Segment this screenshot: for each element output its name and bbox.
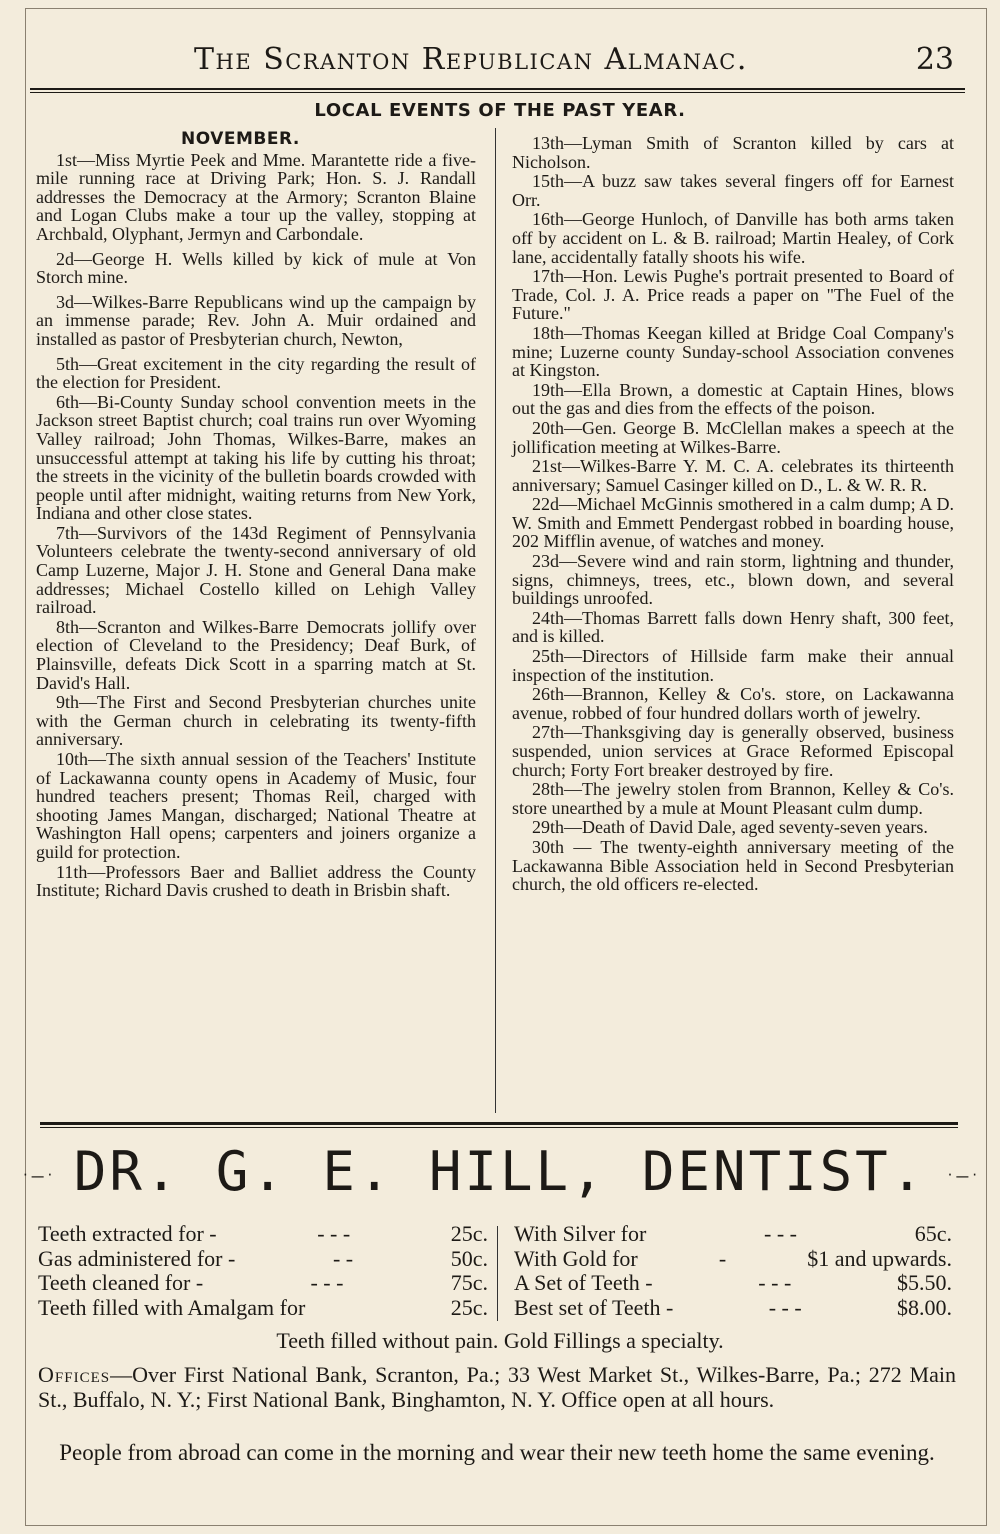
advertisement-rule: [40, 1122, 958, 1125]
event-entry: 21st—Wilkes-Barre Y. M. C. A. celebrates its thirteenth anniversary; Samuel Casinger killed on D., L. & W. R. R.: [512, 456, 954, 495]
ad-closing-line: People from abroad can come in the morning and wear their new teeth home the same evening.: [59, 1440, 935, 1465]
price-row: [514, 1247, 952, 1272]
event-entry: 2d—George H. Wells killed by kick of mule at Von Storch mine.: [36, 248, 476, 288]
price-value: 75c.: [450, 1270, 488, 1295]
event-entry: 20th—Gen. George B. McClellan makes a speech at the jollification meeting at Wilkes-Barre.: [512, 417, 954, 457]
event-entry: 16th—George Hunloch, of Danville has both arms taken off by accident on L. & B. railroad; Martin Healey, of Cork lane, accidentally fatally shoots his wife.: [512, 209, 954, 267]
event-entry: 5th—Great excitement in the city regarding the result of the election for President.: [36, 353, 476, 393]
office-locations: [38, 1362, 956, 1412]
price-label: Teeth extracted for -: [38, 1221, 217, 1246]
event-entry: 7th—Survivors of the 143d Regiment of Pennsylvania Volunteers celebrate the twenty-second anniversary of old Camp Luzerne, Major J. H. Stone and General Dana make addresses; Michael Costello killed on Lehigh Valley railroad.: [36, 522, 476, 618]
price-label: With Gold for: [514, 1245, 638, 1271]
price-row: [514, 1271, 952, 1296]
price-row: [514, 1296, 952, 1321]
price-label: A Set of Teeth -: [514, 1270, 653, 1295]
left-column: [36, 124, 476, 901]
price-list-right: [514, 1222, 952, 1320]
event-entry: 26th—Brannon, Kelley & Co's. store, on Lackawanna avenue, robbed of four hundred dollars worth of jewelry.: [512, 684, 954, 723]
price-dashes: - - -: [764, 1221, 798, 1246]
price-label: Best set of Teeth -: [514, 1294, 674, 1320]
section-heading: LOCAL EVENTS OF THE PAST YEAR.: [314, 100, 686, 121]
price-dashes: - -: [332, 1245, 354, 1271]
event-entry: 3d—Wilkes-Barre Republicans wind up the campaign by an immense parade; Rev. John A. Muir ordained and installed as pastor of Presbyterian church, Newton,: [36, 291, 476, 349]
price-row: [38, 1222, 488, 1247]
price-value: $1 and upwards.: [807, 1245, 952, 1271]
price-row: [38, 1247, 488, 1272]
event-entry: 30th — The twenty-eighth anniversary meeting of the Lackawanna Bible Association held in Second Presbyterian church, the old officers re-elected.: [512, 836, 954, 895]
header-rule: [30, 88, 965, 90]
price-value: 50c.: [450, 1245, 488, 1271]
price-value: 65c.: [914, 1221, 952, 1246]
event-entry: 9th—The First and Second Presbyterian churches unite with the German church in celebrating its twenty-fifth anniversary.: [36, 692, 476, 750]
price-dashes: - - -: [317, 1221, 351, 1246]
event-entry: 10th—The sixth annual session of the Teachers' Institute of Lackawanna county opens in Academy of Music, four hundred teachers present; Thomas Reil, charged with shooting James Mangan, discharged; National Theatre at Washington Hall opens; carpenters and joiners organize a guild for protection.: [36, 749, 476, 862]
event-entry: 22d—Michael McGinnis smothered in a calm dump; A D. W. Smith and Emmett Pendergast robbed in boarding house, 202 Mifflin avenue, of watches and money.: [512, 494, 954, 552]
advertisement-rule-thin: [40, 1127, 958, 1128]
price-divider: [497, 1226, 498, 1321]
price-dashes: - - -: [768, 1294, 802, 1320]
event-entry: 18th—Thomas Keegan killed at Bridge Coal Company's mine; Luzerne county Sunday-school Association convenes at Kingston.: [512, 322, 954, 381]
price-value: 25c.: [450, 1221, 488, 1246]
price-row: [514, 1222, 952, 1247]
price-value: $8.00.: [897, 1294, 952, 1320]
almanac-title: The Scranton Republican Almanac.: [194, 42, 748, 77]
event-entry: 8th—Scranton and Wilkes-Barre Democrats jollify over election of Cleveland to the Presidency; Deaf Burk, of Plainsville, defeats Dick Scott in a sparring match at St. David's Hall.: [36, 616, 476, 693]
event-entry: 29th—Death of David Dale, aged seventy-seven years.: [532, 817, 928, 838]
event-entry: 6th—Bi-County Sunday school convention meets in the Jackson street Baptist church; coal trains run over Wyoming Valley railroad; John Thomas, Wilkes-Barre, makes an unsuccessful attempt at taking his life by cutting his throat; the streets in the vicinity of the bulletin boards crowded with people until after midnight, waiting returns from New York, Indiana and other close states.: [36, 391, 476, 524]
event-entry: 13th—Lyman Smith of Scranton killed by cars at Nicholson.: [512, 133, 954, 172]
ornament-right: ·–·: [945, 1157, 980, 1193]
dentist-name: DR. G. E. HILL, DENTIST.: [73, 1140, 927, 1203]
price-label: Teeth cleaned for -: [38, 1270, 204, 1295]
event-entry: 24th—Thomas Barrett falls down Henry shaft, 300 feet, and is killed.: [512, 607, 954, 647]
offices-text: —Over First National Bank, Scranton, Pa.; 33 West Market St., Wilkes-Barre, Pa.; 272 Main St., Buffalo, N. Y.; First National Bank, Binghamton, N. Y. Office open at all hours.: [38, 1362, 956, 1412]
event-entry: 15th—A buzz saw takes several fingers off for Earnest Orr.: [512, 171, 954, 210]
event-entry: 28th—The jewelry stolen from Brannon, Kelley & Co's. store unearthed by a mule at Mount Pleasant culm dump.: [512, 779, 954, 818]
price-label: Gas administered for -: [38, 1245, 236, 1271]
column-divider: [495, 128, 496, 1113]
header-rule-thin: [30, 92, 965, 93]
event-entry: 11th—Professors Baer and Balliet address the County Institute; Richard Davis crushed to death in Brisbin shaft.: [36, 861, 476, 901]
price-row: [38, 1296, 488, 1321]
price-value: 25c.: [450, 1294, 488, 1320]
right-column: [512, 134, 954, 895]
event-entry: 23d—Severe wind and rain storm, lightning and thunder, signs, chimneys, trees, etc., blown down, and several buildings unroofed.: [512, 551, 954, 609]
ornament-left: ·–·: [20, 1157, 55, 1193]
event-entry: 27th—Thanksgiving day is generally observed, business suspended, union services at Grace Reformed Episcopal church; Forty Fort breaker destroyed by fire.: [512, 722, 954, 780]
price-list-left: [38, 1222, 488, 1320]
offices-label: Offices: [38, 1362, 111, 1387]
price-dashes: - - -: [310, 1270, 344, 1295]
dentist-ad-title: [0, 1140, 1000, 1203]
event-entry: 1st—Miss Myrtie Peek and Mme. Marantette ride a five-mile running race at Driving Park; Hon. S. J. Randall addresses the Democracy at the Armory; Scranton Blaine and Logan Clubs make a tour up the valley, stopping at Archbald, Olyphant, Jermyn and Carbondale.: [36, 149, 476, 244]
page-header: [34, 30, 964, 86]
month-heading: NOVEMBER.: [181, 129, 300, 149]
price-dashes: - - -: [758, 1270, 792, 1295]
price-label: Teeth filled with Amalgam for: [38, 1294, 306, 1320]
price-label: With Silver for: [514, 1221, 647, 1246]
price-dashes: -: [718, 1245, 727, 1271]
price-value: $5.50.: [896, 1270, 952, 1295]
ad-tagline: Teeth filled without pain. Gold Fillings a specialty.: [276, 1328, 724, 1353]
event-entry: 17th—Hon. Lewis Pughe's portrait presented to Board of Trade, Col. J. A. Price reads a paper on "The Fuel of the Future.": [512, 266, 954, 324]
price-row: [38, 1271, 488, 1296]
page-number: 23: [915, 42, 954, 77]
event-entry: 25th—Directors of Hillside farm make their annual inspection of the institution.: [512, 646, 954, 685]
event-entry: 19th—Ella Brown, a domestic at Captain Hines, blows out the gas and dies from the effects of the poison.: [512, 379, 954, 419]
